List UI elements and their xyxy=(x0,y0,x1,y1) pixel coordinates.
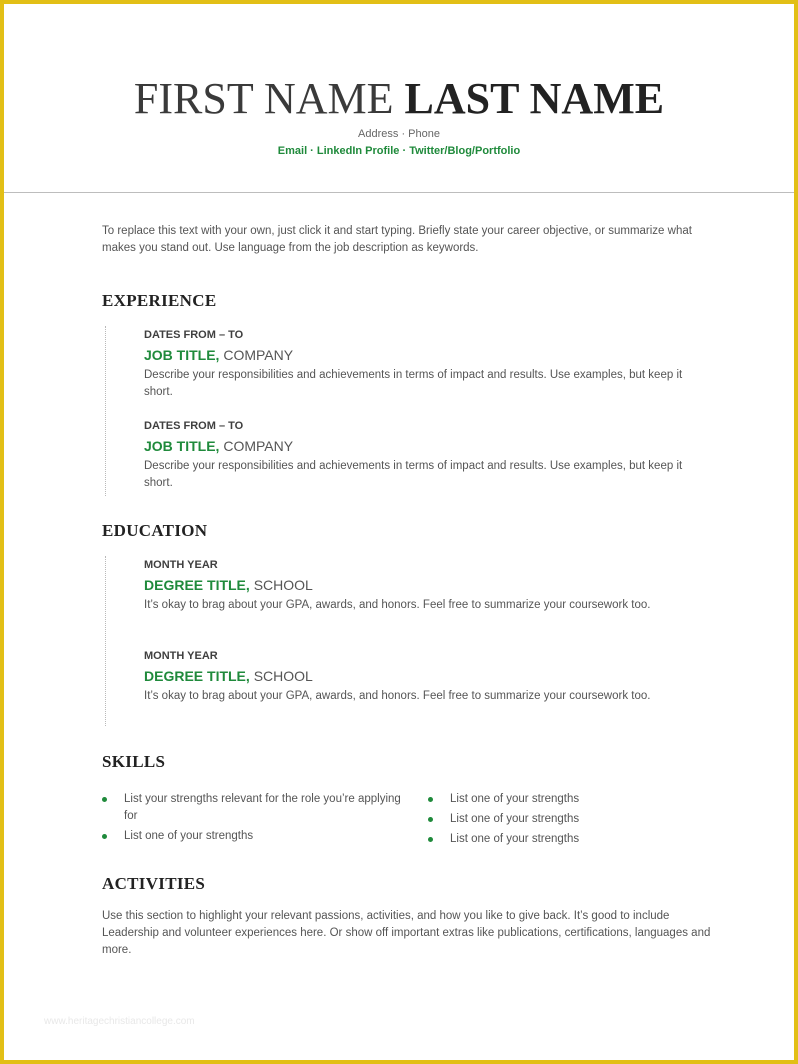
entry-description: It’s okay to brag about your GPA, awards, and honors. Feel free to summarize your coursework too. xyxy=(144,690,651,702)
entry-title xyxy=(144,346,704,364)
skills-heading: SKILLS xyxy=(102,752,166,771)
full-name xyxy=(4,74,794,124)
first-name: FIRST NAME xyxy=(133,74,394,123)
job-title: JOB TITLE, xyxy=(144,347,220,363)
entry-description: Describe your responsibilities and achievements in terms of impact and results. Use examples, but keep it short. xyxy=(144,460,683,489)
entry-title xyxy=(144,437,704,455)
bullet-icon xyxy=(102,834,107,839)
entry-dates: DATES FROM – TO xyxy=(144,420,244,432)
school-name: SCHOOL xyxy=(253,577,313,593)
skill-text: List one of your strengths xyxy=(450,793,580,805)
company-name: COMPANY xyxy=(223,347,294,363)
bullet-icon xyxy=(428,797,433,802)
education-timeline-line xyxy=(105,556,106,726)
header-divider xyxy=(4,192,794,193)
bullet-icon xyxy=(102,797,107,802)
experience-timeline-line xyxy=(105,326,106,496)
contact-links-line: Email · LinkedIn Profile · Twitter/Blog/Portfolio xyxy=(277,145,521,157)
skill-text: List one of your strengths xyxy=(450,833,580,845)
objective-text: To replace this text with your own, just click it and start typing. Briefly state your career objective, or summarize what makes you stand out. Use language from the job description as keywords. xyxy=(102,225,692,254)
activities-heading: ACTIVITIES xyxy=(102,874,206,893)
skills-left-column xyxy=(102,791,402,848)
skill-text: List one of your strengths xyxy=(124,830,254,842)
job-title: JOB TITLE, xyxy=(144,438,220,454)
activities-text: Use this section to highlight your relevant passions, activities, and how you like to give back. It’s good to include Leadership and volunteer experiences here. Or show off important extras like publications, certifications, languages and more. xyxy=(102,910,711,956)
skill-item xyxy=(428,831,708,848)
education-entry xyxy=(144,649,704,705)
entry-description: Describe your responsibilities and achievements in terms of impact and results. Use examples, but keep it short. xyxy=(144,369,683,398)
entry-dates: MONTH YEAR xyxy=(144,650,218,662)
skill-item xyxy=(102,828,402,845)
education-entry xyxy=(144,558,704,614)
education-heading: EDUCATION xyxy=(102,521,208,540)
address-phone-line: Address · Phone xyxy=(358,128,440,140)
entry-dates: DATES FROM – TO xyxy=(144,329,244,341)
experience-entry xyxy=(144,419,704,492)
skill-item xyxy=(428,811,708,828)
experience-heading: EXPERIENCE xyxy=(102,291,217,310)
entry-title xyxy=(144,667,704,685)
skill-text: List one of your strengths xyxy=(450,813,580,825)
degree-title: DEGREE TITLE, xyxy=(144,577,250,593)
watermark-text: www.heritagechristiancollege.com xyxy=(44,1016,195,1027)
resume-header xyxy=(4,4,794,194)
skill-item xyxy=(428,791,708,808)
skill-text: List your strengths relevant for the role you’re applying for xyxy=(124,793,401,822)
company-name: COMPANY xyxy=(223,438,294,454)
skill-item xyxy=(102,791,402,825)
bullet-icon xyxy=(428,817,433,822)
entry-title xyxy=(144,576,704,594)
entry-description: It’s okay to brag about your GPA, awards, and honors. Feel free to summarize your coursework too. xyxy=(144,599,651,611)
school-name: SCHOOL xyxy=(253,668,313,684)
degree-title: DEGREE TITLE, xyxy=(144,668,250,684)
experience-entry xyxy=(144,328,704,401)
entry-dates: MONTH YEAR xyxy=(144,559,218,571)
bullet-icon xyxy=(428,837,433,842)
last-name: LAST NAME xyxy=(404,74,665,123)
skills-right-column xyxy=(428,791,708,851)
